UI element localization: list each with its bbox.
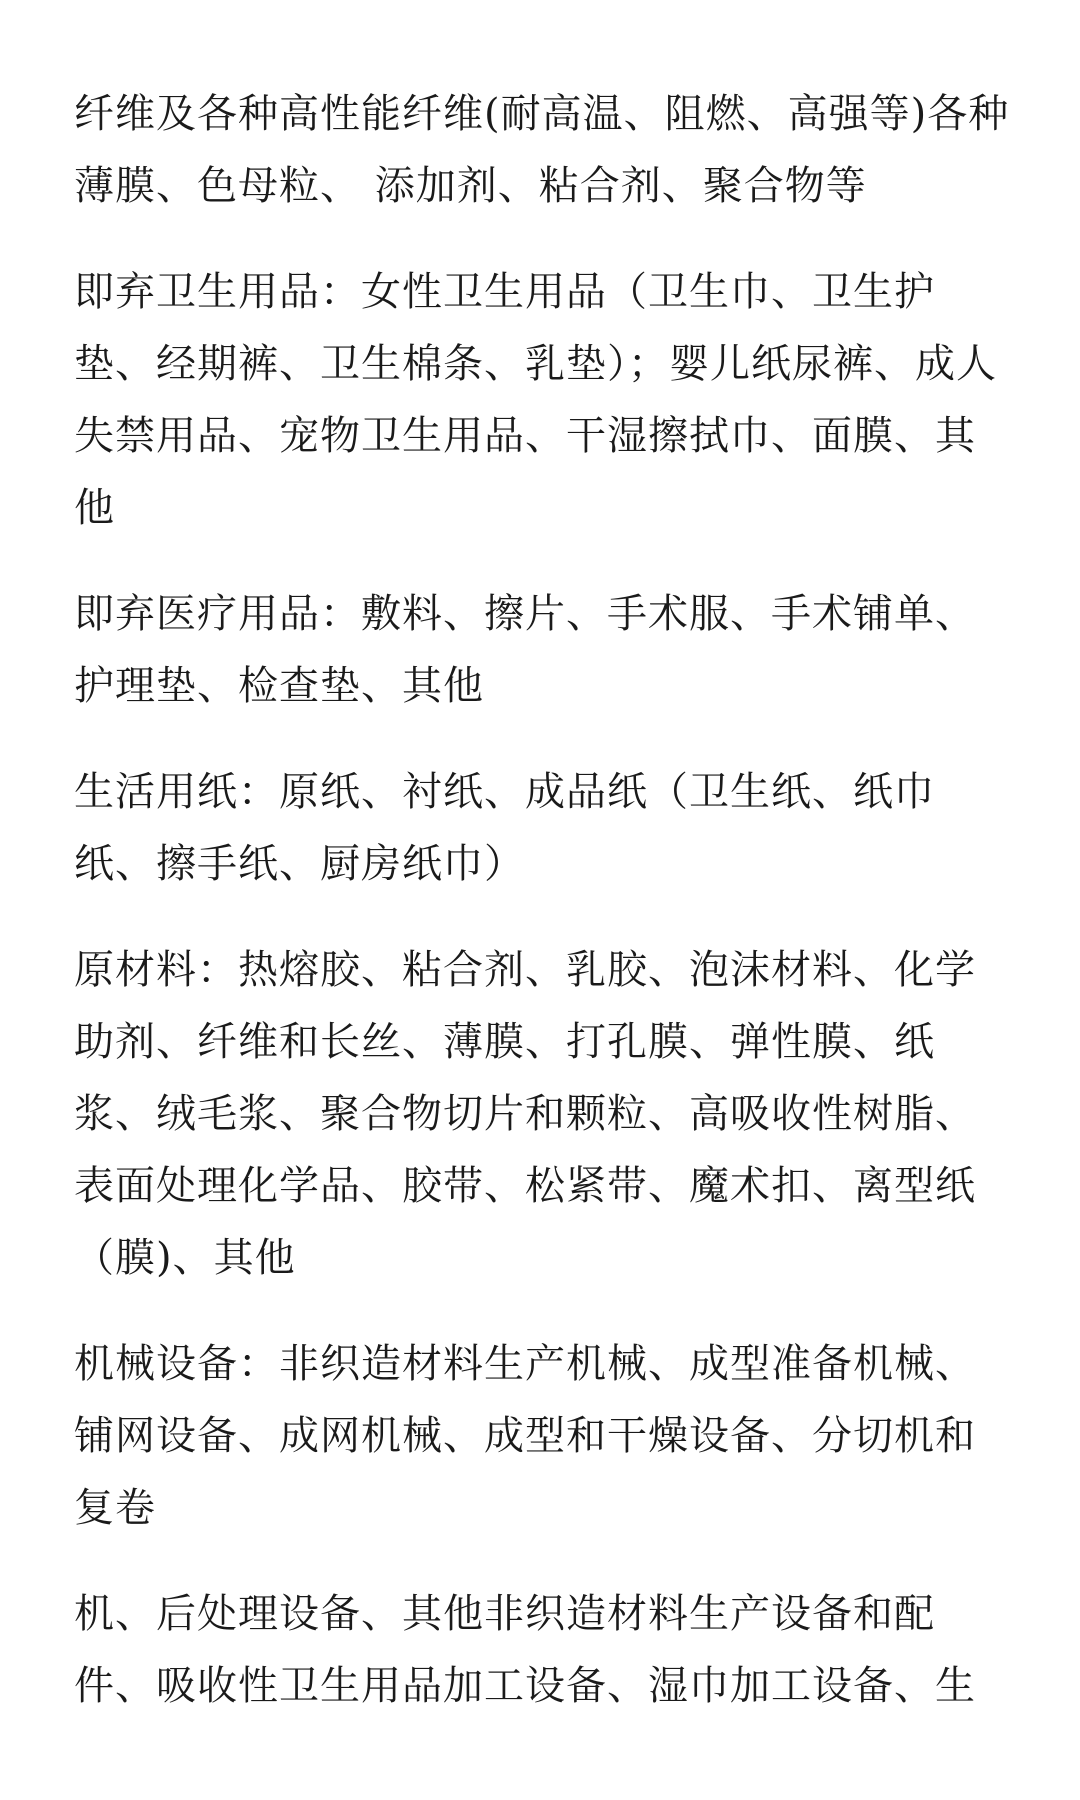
paragraph-raw-materials: 原材料：热熔胶、粘合剂、乳胶、泡沫材料、化学助剂、纤维和长丝、薄膜、打孔膜、弹性膜、纸浆、绒毛浆、聚合物切片和颗粒、高吸收性树脂、表面处理化学品、胶带、松紧带、魔术扣、离型纸（膜)、其他 — [74, 947, 976, 1281]
paragraph-machinery-continued: 机、后处理设备、其他非织造材料生产设备和配件、吸收性卫生用品加工设备、湿巾加工设备、生 — [74, 1591, 976, 1709]
article-body — [74, 78, 1014, 1756]
paragraph-disposable-medical: 即弃医疗用品：敷料、擦片、手术服、手术铺单、护理垫、检查垫、其他 — [74, 591, 976, 709]
paragraph-fiber-materials: 纤维及各种高性能纤维(耐高温、阻燃、高强等)各种薄膜、色母粒、 添加剂、粘合剂、聚合物等 — [74, 91, 1010, 209]
paragraph-machinery: 机械设备：非织造材料生产机械、成型准备机械、铺网设备、成网机械、成型和干燥设备、分切机和复卷 — [74, 1341, 976, 1531]
paragraph-disposable-hygiene: 即弃卫生用品：女性卫生用品（卫生巾、卫生护垫、经期裤、卫生棉条、乳垫）；婴儿纸尿裤、成人失禁用品、宠物卫生用品、干湿擦拭巾、面膜、其他 — [74, 269, 997, 531]
paragraph-tissue-paper: 生活用纸：原纸、衬纸、成品纸（卫生纸、纸巾纸、擦手纸、厨房纸巾） — [74, 769, 935, 887]
